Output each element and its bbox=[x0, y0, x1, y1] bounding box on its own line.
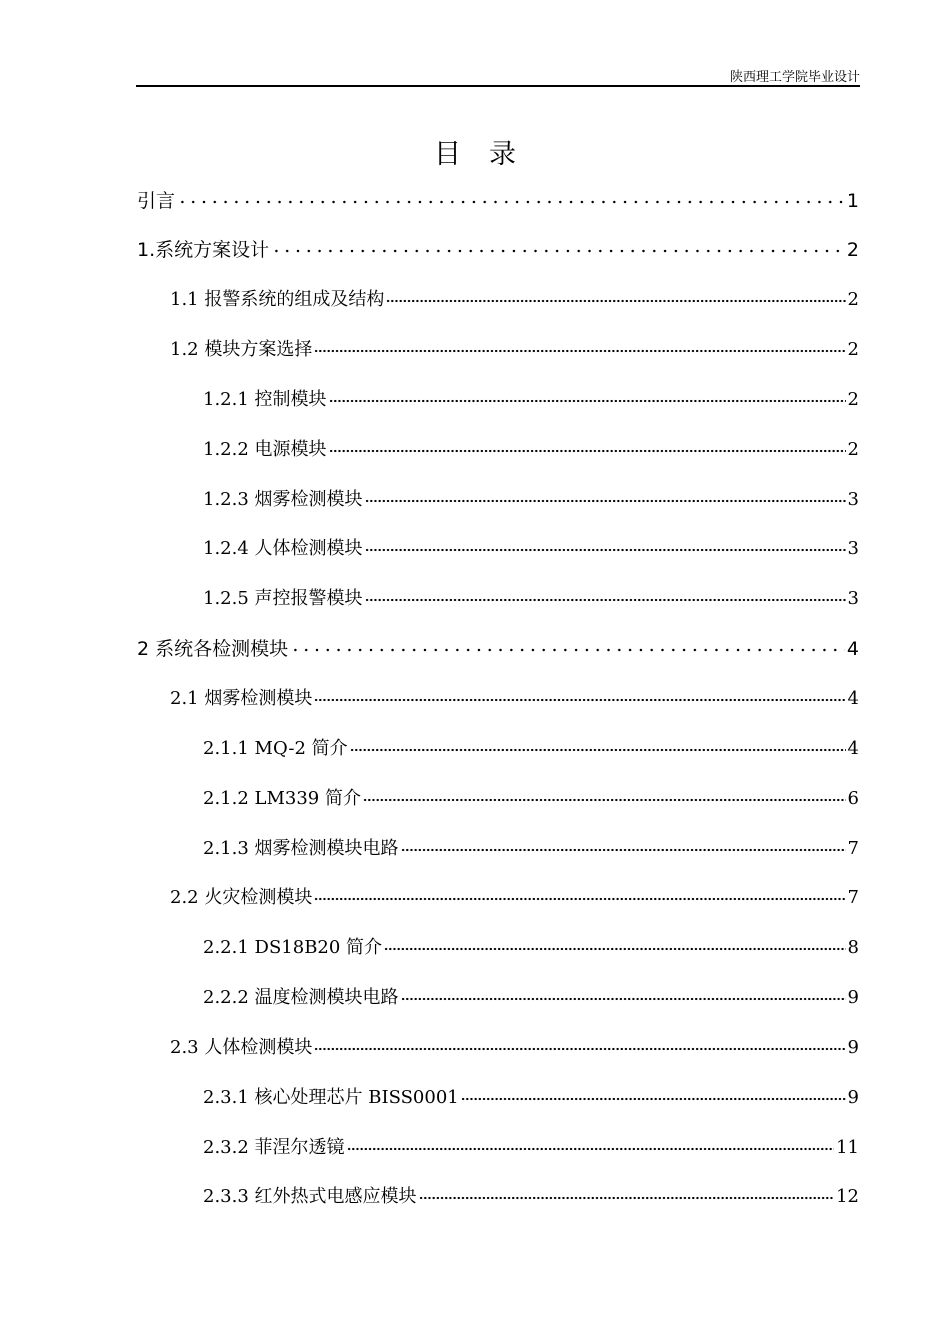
toc-entry-page: 2 bbox=[847, 439, 859, 460]
toc-entry-label: 1.2.5 声控报警模块 bbox=[203, 588, 363, 609]
toc-entry-label: 1.2.1 控制模块 bbox=[203, 389, 327, 410]
toc-entry[interactable] bbox=[203, 580, 859, 610]
toc-entry-label: 2.3 人体检测模块 bbox=[170, 1037, 313, 1058]
dot-leader bbox=[314, 895, 845, 903]
toc-entry-page: 3 bbox=[847, 538, 859, 559]
dot-leader bbox=[314, 1045, 845, 1053]
dot-leader bbox=[329, 447, 846, 455]
toc-entry-page: 6 bbox=[847, 788, 859, 809]
toc-entry-page: 12 bbox=[836, 1186, 859, 1207]
toc-entry[interactable] bbox=[203, 381, 859, 411]
toc-entry-label: 引言 bbox=[137, 190, 176, 212]
toc-entry-page: 7 bbox=[847, 887, 859, 908]
toc-entry-label: 2.3.3 红外热式电感应模块 bbox=[203, 1186, 417, 1207]
dot-leader bbox=[350, 746, 846, 754]
toc-entry-page: 9 bbox=[847, 1087, 859, 1108]
toc-entry-page: 8 bbox=[847, 937, 859, 958]
toc-entry-label: 1.2.2 电源模块 bbox=[203, 439, 327, 460]
dot-leader bbox=[365, 596, 846, 604]
dot-leader bbox=[177, 198, 845, 206]
toc-entry[interactable] bbox=[170, 879, 859, 909]
toc-entry[interactable] bbox=[203, 979, 859, 1009]
toc-entry-page: 1 bbox=[846, 190, 859, 212]
toc-entry[interactable] bbox=[203, 780, 859, 810]
toc-entry[interactable] bbox=[170, 1029, 859, 1059]
toc-entry[interactable] bbox=[203, 1079, 859, 1109]
dot-leader bbox=[290, 646, 845, 654]
dot-leader bbox=[365, 497, 846, 505]
dot-leader bbox=[386, 297, 845, 305]
toc-title: 目录 bbox=[434, 139, 544, 170]
toc-entry[interactable] bbox=[203, 730, 859, 760]
dot-leader bbox=[314, 696, 845, 704]
dot-leader bbox=[384, 945, 846, 953]
toc-entry-page: 9 bbox=[847, 1037, 859, 1058]
dot-leader bbox=[419, 1194, 835, 1202]
dot-leader bbox=[365, 546, 846, 554]
toc-entry-label: 1.系统方案设计 bbox=[137, 239, 270, 261]
toc-entry-label: 1.2.4 人体检测模块 bbox=[203, 538, 363, 559]
toc-entry[interactable] bbox=[203, 530, 859, 560]
toc-entry[interactable] bbox=[137, 182, 859, 212]
dot-leader bbox=[329, 397, 846, 405]
dot-leader bbox=[271, 247, 845, 255]
toc-entry-page: 2 bbox=[847, 389, 859, 410]
toc-entry[interactable] bbox=[137, 630, 859, 660]
toc-entry-page: 3 bbox=[847, 489, 859, 510]
toc-entry-page: 3 bbox=[847, 588, 859, 609]
toc-entry-page: 4 bbox=[847, 688, 859, 709]
toc-entry[interactable] bbox=[170, 680, 859, 710]
toc-entry-page: 9 bbox=[847, 987, 859, 1008]
toc-entry-label: 2.1 烟雾检测模块 bbox=[170, 688, 313, 709]
dot-leader bbox=[401, 995, 846, 1003]
toc-entry-page: 2 bbox=[846, 239, 859, 261]
toc-entry-label: 2.3.2 菲涅尔透镜 bbox=[203, 1137, 345, 1158]
toc-entry-label: 1.2.3 烟雾检测模块 bbox=[203, 489, 363, 510]
toc-entry-page: 4 bbox=[847, 738, 859, 759]
toc-entry-label: 2.2.1 DS18B20 简介 bbox=[203, 937, 383, 958]
toc-entry[interactable] bbox=[137, 231, 859, 261]
toc-entry-label: 2.2.2 温度检测模块电路 bbox=[203, 987, 399, 1008]
toc-entry[interactable] bbox=[203, 1129, 859, 1159]
dot-leader bbox=[347, 1145, 835, 1153]
toc-entry-label: 1.1 报警系统的组成及结构 bbox=[170, 289, 385, 310]
toc-entry-label: 2.3.1 核心处理芯片 BISS0001 bbox=[203, 1087, 459, 1108]
toc-entry-label: 2.1.1 MQ-2 简介 bbox=[203, 738, 348, 759]
toc-entry-label: 2.2 火灾检测模块 bbox=[170, 887, 313, 908]
toc-entry-label: 2 系统各检测模块 bbox=[137, 638, 289, 660]
toc-entry-page: 2 bbox=[847, 339, 859, 360]
toc-entry-page: 11 bbox=[836, 1137, 859, 1158]
toc-entry[interactable] bbox=[203, 1178, 859, 1208]
toc-entry[interactable] bbox=[203, 830, 859, 860]
toc-entry[interactable] bbox=[170, 331, 859, 361]
toc-entry-page: 7 bbox=[847, 838, 859, 859]
toc-entry-label: 2.1.3 烟雾检测模块电路 bbox=[203, 838, 399, 859]
toc-entry[interactable] bbox=[170, 281, 859, 311]
toc-entry-label: 1.2 模块方案选择 bbox=[170, 339, 313, 360]
dot-leader bbox=[401, 846, 846, 854]
toc-entry[interactable] bbox=[203, 929, 859, 959]
toc-entry[interactable] bbox=[203, 481, 859, 511]
toc-entry-page: 2 bbox=[847, 289, 859, 310]
dot-leader bbox=[314, 347, 845, 355]
header-rule bbox=[136, 85, 860, 87]
toc-entry[interactable] bbox=[203, 431, 859, 461]
toc-entry-label: 2.1.2 LM339 简介 bbox=[203, 788, 361, 809]
dot-leader bbox=[363, 796, 846, 804]
toc-entry-page: 4 bbox=[846, 638, 859, 660]
dot-leader bbox=[461, 1095, 846, 1103]
page-header-text: 陕西理工学院毕业设计 bbox=[729, 70, 860, 85]
